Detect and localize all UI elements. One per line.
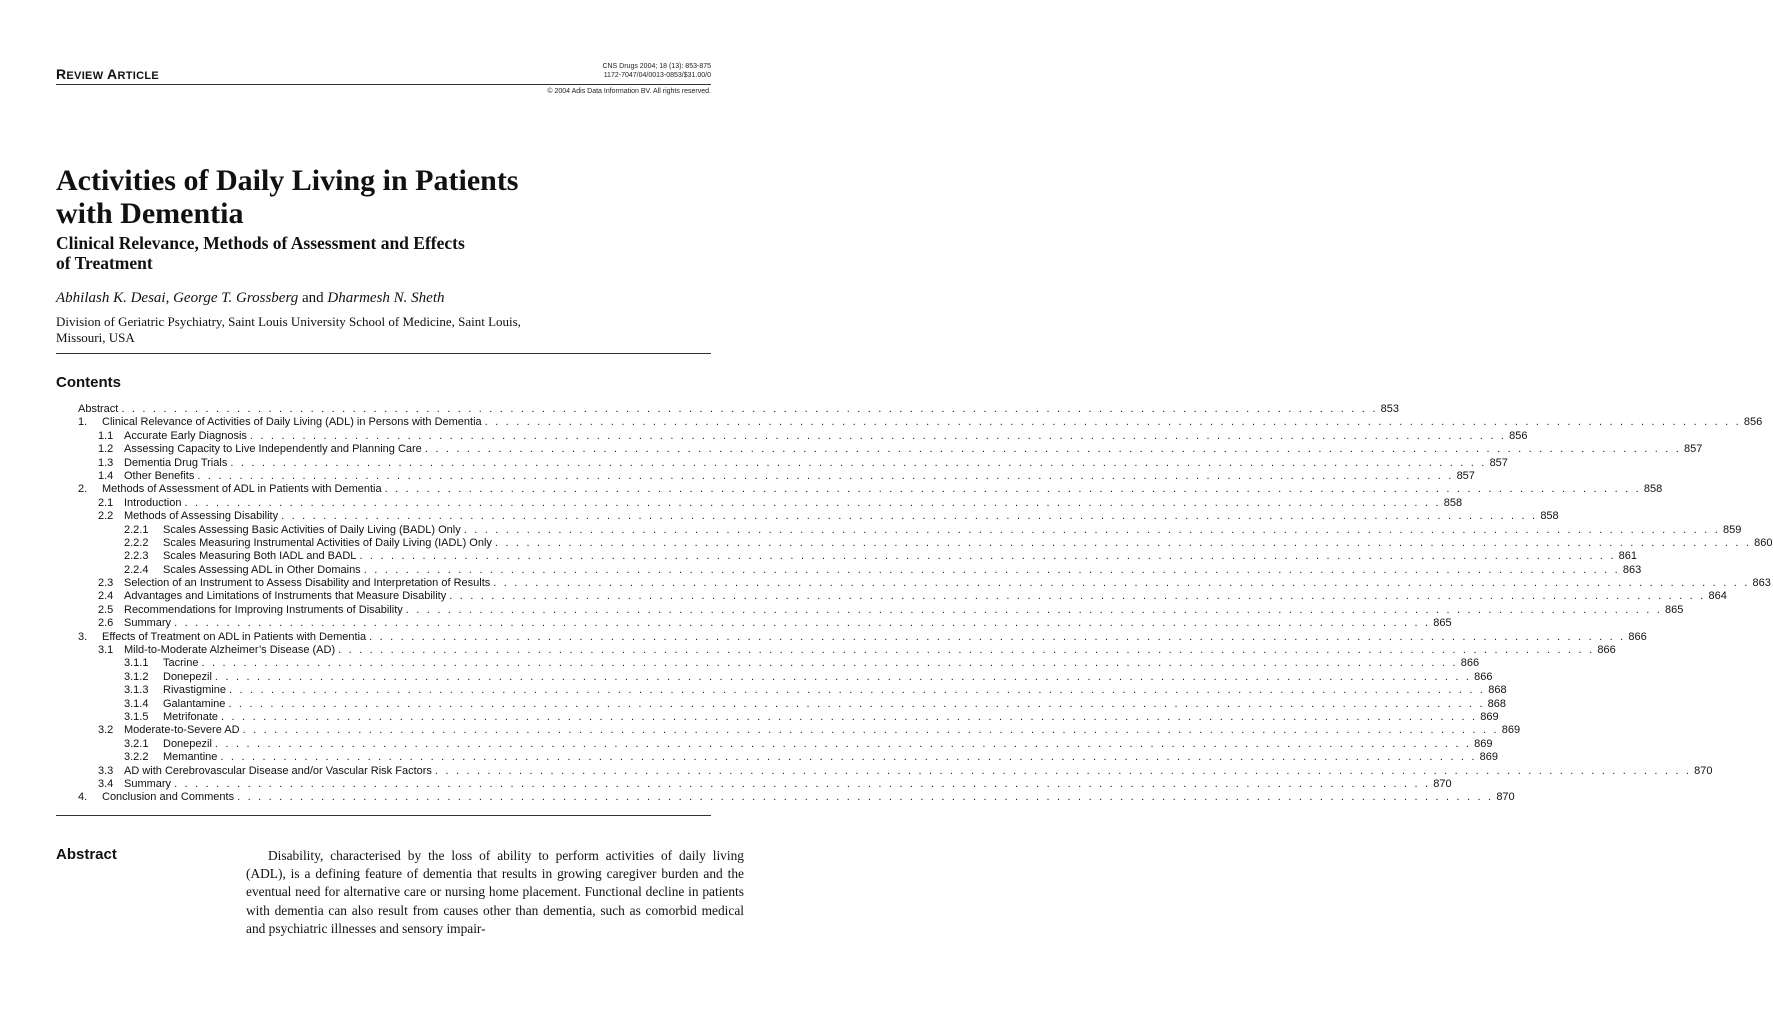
toc-entry-title: Recommendations for Improving Instruments of Disability (124, 603, 403, 616)
toc-entry (78, 751, 1499, 764)
toc-entry-page: 861 (1618, 550, 1638, 563)
toc-entry (78, 523, 1742, 537)
toc-dot-leader: . . . . . . . . . . . . . . . . . . . . . . . . . . . . . . . . . . . . . . . . . . . . . . . . . . . . . . . . . . . . . . . . . . . . . . . . . . . . . . . . . . . . . . . . . . . . . . . . . . . . . . . . . . . . . . . . . . . . . . . . (242, 724, 1499, 737)
toc-entry-title: Metrifonate (163, 710, 219, 723)
toc-entry-page: 857 (1456, 469, 1475, 482)
toc-entry (78, 577, 1771, 590)
toc-entry-title: Mild-to-Moderate Alzheimer’s Disease (AD) (124, 644, 336, 657)
toc-entry-page: 870 (1433, 777, 1452, 790)
toc-entry-number: 3.1.2 (124, 670, 149, 683)
toc-entry (78, 697, 1506, 711)
abstract-body: Disability, characterised by the loss of ability to perform activities of daily living (ADL), is a defining feature of dementia that results in growing caregiver burden and the eventual need for alternative care or nursing home placement. Functional decline in patients with dementia can also result from causes other than dementia, such as comorbid medical and psychiatric illnesses and sensory impair- (246, 848, 744, 936)
toc-entry-number: 1. (78, 416, 88, 429)
toc-entry (78, 764, 1713, 778)
toc-entry-title: Memantine (163, 751, 218, 764)
toc-entry-page: 859 (1722, 523, 1742, 536)
toc-entry-number: 3.1.4 (124, 697, 149, 710)
toc-dot-leader: . . . . . . . . . . . . . . . . . . . . . . . . . . . . . . . . . . . . . . . . . . . . . . . . . . . . . . . . . . . . . . . . . . . . . . . . . . . . . . . . . . . . . . . . . . . . . . . . . . . . . . . . . . . . . . . . . . . . . . . . (484, 416, 1741, 429)
table-of-contents (78, 403, 1773, 805)
toc-entry-title: Galantamine (163, 697, 226, 710)
toc-entry-title: Methods of Assessing Disability (124, 510, 279, 523)
toc-entry-title: Moderate-to-Severe AD (124, 724, 240, 737)
toc-entry-number: 3.1.5 (124, 710, 149, 723)
toc-entry-page: 869 (1474, 737, 1493, 750)
toc-entry (78, 403, 1399, 416)
toc-dot-leader: . . . . . . . . . . . . . . . . . . . . . . . . . . . . . . . . . . . . . . . . . . . . . . . . . . . . . . . . . . . . . . . . . . . . . . . . . . . . . . . . . . . . . . . . . . . . . . . . . . . . . . . . . . . . . . . . . . . . . . . . (221, 710, 1478, 723)
toc-entry-number: 1.1 (98, 429, 114, 442)
article-title: Activities of Daily Living in Patients with Dementia (56, 164, 519, 230)
toc-entry-page: 869 (1479, 751, 1499, 764)
toc-entry-title: Summary (124, 777, 172, 790)
toc-entry-number: 2.2.4 (124, 563, 149, 576)
toc-entry-title: Other Benefits (124, 469, 195, 482)
article-subtitle: Clinical Relevance, Methods of Assessment and Effects of Treatment (56, 233, 465, 273)
toc-entry-title: Abstract (78, 403, 119, 415)
toc-entry (78, 563, 1642, 577)
toc-entry-number: 3.1 (98, 644, 114, 657)
toc-entry-title: Rivastigmine (163, 684, 226, 697)
toc-entry-title: Assessing Capacity to Live Independently and Planning Care (124, 443, 422, 456)
toc-entry-title: Tacrine (163, 657, 199, 670)
toc-entry (78, 456, 1508, 470)
toc-entry-number: 3.2.1 (124, 737, 149, 750)
toc-entry-number: 2.2.1 (124, 523, 149, 536)
toc-dot-leader: . . . . . . . . . . . . . . . . . . . . . . . . . . . . . . . . . . . . . . . . . . . . . . . . . . . . . . . . . . . . . . . . . . . . . . . . . . . . . . . . . . . . . . . . . . . . . . . . . . . . . . . . . . . . . . . . . . . . . . . . (281, 510, 1538, 523)
toc-entry-title: AD with Cerebrovascular Disease and/or Vascular Risk Factors (124, 764, 432, 777)
issn-line: 1172-7047/04/0013-0853/$31.00/0 (603, 72, 711, 79)
toc-entry (78, 670, 1493, 684)
toc-entry-page: 857 (1684, 443, 1703, 456)
journal-citation (602, 62, 711, 80)
toc-entry-number: 2.3 (98, 577, 114, 590)
toc-entry-page: 856 (1743, 416, 1763, 429)
toc-entry (78, 657, 1480, 670)
toc-dot-leader: . . . . . . . . . . . . . . . . . . . . . . . . . . . . . . . . . . . . . . . . . . . . . . . . . . . . . . . . . . . . . . . . . . . . . . . . . . . . . . . . . . . . . . . . . . . . . . . . . . . . . . . . . . . . . . . . . . . . . . . . (384, 483, 1641, 496)
toc-dot-leader: . . . . . . . . . . . . . . . . . . . . . . . . . . . . . . . . . . . . . . . . . . . . . . . . . . . . . . . . . . . . . . . . . . . . . . . . . . . . . . . . . . . . . . . . . . . . . . . . . . . . . . . . . . . . . . . . . . . . . . . . (214, 670, 1472, 683)
toc-entry (78, 536, 1773, 550)
toc-dot-leader: . . . . . . . . . . . . . . . . . . . . . . . . . . . . . . . . . . . . . . . . . . . . . . . . . . . . . . . . . . . . . . . . . . . . . . . . . . . . . . . . . . . . . . . . . . . . . . . . . . . . . . . . . . . . . . . . . . . . . . . . (434, 764, 1692, 777)
toc-entry (78, 777, 1452, 791)
toc-entry-page: 870 (1694, 764, 1713, 777)
toc-dot-leader: . . . . . . . . . . . . . . . . . . . . . . . . . . . . . . . . . . . . . . . . . . . . . . . . . . . . . . . . . . . . . . . . . . . . . . . . . . . . . . . . . . . . . . . . . . . . . . . . . . . . . . . . . . . . . . . . . . . . . . . . (405, 603, 1663, 616)
toc-entry-number: 3.3 (98, 764, 114, 777)
toc-entry-page: 869 (1480, 710, 1499, 723)
contents-heading: Contents (56, 374, 121, 391)
toc-dot-leader: . . . . . . . . . . . . . . . . . . . . . . . . . . . . . . . . . . . . . . . . . . . . . . . . . . . . . . . . . . . . . . . . . . . . . . . . . . . . . . . . . . . . . . . . . . . . . . . . . . . . . . . . . . . . . . . . . . . . . . . . (184, 496, 1441, 509)
toc-entry-number: 3.1.1 (124, 657, 149, 670)
toc-entry (78, 443, 1703, 456)
toc-entry (78, 550, 1638, 563)
toc-entry (78, 737, 1493, 751)
section-label: REVIEW ARTICLE (56, 66, 159, 82)
citation-line: CNS Drugs 2004; 18 (13): 853-875 (602, 63, 711, 70)
toc-entry-number: 3.2 (98, 724, 114, 737)
toc-entry-number: 2.2 (98, 510, 114, 523)
toc-dot-leader: . . . . . . . . . . . . . . . . . . . . . . . . . . . . . . . . . . . . . . . . . . . . . . . . . . . . . . . . . . . . . . . . . . . . . . . . . . . . . . . . . . . . . . . . . . . . . . . . . . . . . . . . . . . . . . . . . . . . . . . . (237, 791, 1494, 804)
toc-dot-leader: . . . . . . . . . . . . . . . . . . . . . . . . . . . . . . . . . . . . . . . . . . . . . . . . . . . . . . . . . . . . . . . . . . . . . . . . . . . . . . . . . . . . . . . . . . . . . . . . . . . . . . . . . . . . . . . . . . . . . . . . (174, 617, 1431, 630)
toc-entry-title: Scales Assessing ADL in Other Domains (163, 563, 361, 576)
toc-dot-leader: . . . . . . . . . . . . . . . . . . . . . . . . . . . . . . . . . . . . . . . . . . . . . . . . . . . . . . . . . . . . . . . . . . . . . . . . . . . . . . . . . . . . . . . . . . . . . . . . . . . . . . . . . . . . . . . . . . . . . . . . (493, 577, 1750, 590)
toc-entry-title: Clinical Relevance of Activities of Daily Living (ADL) in Persons with Dementia (102, 416, 482, 429)
toc-dot-leader: . . . . . . . . . . . . . . . . . . . . . . . . . . . . . . . . . . . . . . . . . . . . . . . . . . . . . . . . . . . . . . . . . . . . . . . . . . . . . . . . . . . . . . . . . . . . . . . . . . . . . . . . . . . . . . . . . . . . . . . . (228, 684, 1486, 697)
toc-entry (78, 630, 1647, 644)
toc-entry (78, 710, 1499, 724)
toc-dot-leader: . . . . . . . . . . . . . . . . . . . . . . . . . . . . . . . . . . . . . . . . . . . . . . . . . . . . . . . . . . . . . . . . . . . . . . . . . . . . . . . . . . . . . . . . . . . . . . . . . . . . . . . . . . . . . . . . . . . . . . . . (494, 536, 1752, 549)
toc-entry-page: 858 (1540, 510, 1559, 523)
toc-entry-title: Scales Measuring Instrumental Activities of Daily Living (IADL) Only (163, 536, 492, 549)
toc-entry-number: 1.2 (98, 443, 114, 456)
toc-dot-leader: . . . . . . . . . . . . . . . . . . . . . . . . . . . . . . . . . . . . . . . . . . . . . . . . . . . . . . . . . . . . . . . . . . . . . . . . . . . . . . . . . . . . . . . . . . . . . . . . . . . . . . . . . . . . . . . . . . . . . . . . (249, 429, 1507, 442)
toc-dot-leader: . . . . . . . . . . . . . . . . . . . . . . . . . . . . . . . . . . . . . . . . . . . . . . . . . . . . . . . . . . . . . . . . . . . . . . . . . . . . . . . . . . . . . . . . . . . . . . . . . . . . . . . . . . . . . . . . . . . . . . . . (369, 630, 1626, 643)
toc-entry-number: 2.6 (98, 617, 114, 630)
toc-dot-leader: . . . . . . . . . . . . . . . . . . . . . . . . . . . . . . . . . . . . . . . . . . . . . . . . . . . . . . . . . . . . . . . . . . . . . . . . . . . . . . . . . . . . . . . . . . . . . . . . . . . . . . . . . . . . . . . . . . . . . . . . (220, 751, 1477, 764)
toc-entry (78, 510, 1559, 523)
toc-entry (78, 791, 1515, 804)
toc-entry-title: Accurate Early Diagnosis (124, 429, 247, 442)
toc-entry-page: 869 (1501, 724, 1521, 737)
toc-entry-number: 2.5 (98, 603, 114, 616)
toc-entry-number: 2.2.2 (124, 536, 149, 549)
toc-entry-number: 1.4 (98, 469, 114, 482)
toc-entry-title: Selection of an Instrument to Assess Disability and Interpretation of Results (124, 577, 491, 590)
contents-bottom-rule (56, 815, 711, 816)
toc-entry-page: 863 (1622, 563, 1642, 576)
author-affiliation: Division of Geriatric Psychiatry, Saint Louis University School of Medicine, Saint Louis, Missouri, USA (56, 314, 521, 345)
toc-entry-page: 866 (1628, 630, 1647, 643)
author-name: Dharmesh N. Sheth (327, 290, 445, 306)
toc-entry-page: 870 (1496, 791, 1515, 804)
toc-dot-leader: . . . . . . . . . . . . . . . . . . . . . . . . . . . . . . . . . . . . . . . . . . . . . . . . . . . . . . . . . . . . . . . . . . . . . . . . . . . . . . . . . . . . . . . . . . . . . . . . . . . . . . . . . . . . . . . . . . . . . . . . (449, 590, 1706, 603)
toc-entry (78, 590, 1727, 603)
toc-entry-title: Summary (124, 617, 172, 630)
toc-entry-number: 3. (78, 630, 88, 643)
toc-entry-number: 3.2.2 (124, 751, 149, 764)
toc-entry-title: Introduction (124, 496, 182, 509)
toc-entry (78, 429, 1528, 443)
toc-entry (78, 416, 1763, 429)
toc-entry-page: 858 (1643, 483, 1663, 496)
toc-dot-leader: . . . . . . . . . . . . . . . . . . . . . . . . . . . . . . . . . . . . . . . . . . . . . . . . . . . . . . . . . . . . . . . . . . . . . . . . . . . . . . . . . . . . . . . . . . . . . . . . . . . . . . . . . . . . . . . . . . . . . . . . (228, 697, 1485, 710)
toc-entry-page: 866 (1460, 657, 1480, 670)
toc-entry-number: 2. (78, 483, 88, 496)
toc-entry-number: 3.4 (98, 777, 114, 790)
contents-top-rule (56, 353, 711, 354)
toc-entry-title: Effects of Treatment on ADL in Patients with Dementia (102, 630, 367, 643)
author-list: Abhilash K. Desai, George T. Grossberg and Dharmesh N. Sheth (56, 290, 445, 306)
toc-entry-page: 868 (1488, 684, 1507, 697)
toc-dot-leader: . . . . . . . . . . . . . . . . . . . . . . . . . . . . . . . . . . . . . . . . . . . . . . . . . . . . . . . . . . . . . . . . . . . . . . . . . . . . . . . . . . . . . . . . . . . . . . . . . . . . . . . . . . . . . . . . . . . . . . . . (201, 657, 1458, 670)
toc-entry-page: 858 (1443, 496, 1463, 509)
toc-entry-title: Scales Measuring Both IADL and BADL (163, 550, 357, 563)
copyright-notice: © 2004 Adis Data Information BV. All rights reserved. (547, 88, 711, 95)
toc-entry (78, 469, 1475, 483)
toc-entry-page: 853 (1380, 403, 1399, 415)
toc-dot-leader: . . . . . . . . . . . . . . . . . . . . . . . . . . . . . . . . . . . . . . . . . . . . . . . . . . . . . . . . . . . . . . . . . . . . . . . . . . . . . . . . . . . . . . . . . . . . . . . . . . . . . . . . . . . . . . . . . . . . . . . . (359, 550, 1616, 563)
toc-dot-leader: . . . . . . . . . . . . . . . . . . . . . . . . . . . . . . . . . . . . . . . . . . . . . . . . . . . . . . . . . . . . . . . . . . . . . . . . . . . . . . . . . . . . . . . . . . . . . . . . . . . . . . . . . . . . . . . . . . . . . . . . (121, 403, 1378, 415)
toc-entry (78, 483, 1663, 496)
toc-dot-leader: . . . . . . . . . . . . . . . . . . . . . . . . . . . . . . . . . . . . . . . . . . . . . . . . . . . . . . . . . . . . . . . . . . . . . . . . . . . . . . . . . . . . . . . . . . . . . . . . . . . . . . . . . . . . . . . . . . . . . . . . (230, 456, 1487, 469)
header-rule (56, 84, 711, 85)
toc-entry-number: 2.4 (98, 590, 114, 603)
author-name: George T. Grossberg (173, 290, 299, 306)
toc-entry-title: Methods of Assessment of ADL in Patients with Dementia (102, 483, 382, 496)
toc-entry (78, 603, 1684, 617)
toc-entry-page: 866 (1474, 670, 1493, 683)
toc-entry-number: 4. (78, 791, 88, 804)
toc-dot-leader: . . . . . . . . . . . . . . . . . . . . . . . . . . . . . . . . . . . . . . . . . . . . . . . . . . . . . . . . . . . . . . . . . . . . . . . . . . . . . . . . . . . . . . . . . . . . . . . . . . . . . . . . . . . . . . . . . . . . . . . . (338, 644, 1595, 657)
toc-entry-title: Donepezil (163, 737, 212, 750)
toc-entry (78, 684, 1507, 697)
toc-entry-page: 864 (1708, 590, 1727, 603)
toc-entry-page: 860 (1754, 536, 1773, 549)
author-name: Abhilash K. Desai (56, 290, 166, 306)
toc-dot-leader: . . . . . . . . . . . . . . . . . . . . . . . . . . . . . . . . . . . . . . . . . . . . . . . . . . . . . . . . . . . . . . . . . . . . . . . . . . . . . . . . . . . . . . . . . . . . . . . . . . . . . . . . . . . . . . . . . . . . . . . . (363, 563, 1620, 576)
toc-entry-page: 857 (1489, 456, 1508, 469)
toc-dot-leader: . . . . . . . . . . . . . . . . . . . . . . . . . . . . . . . . . . . . . . . . . . . . . . . . . . . . . . . . . . . . . . . . . . . . . . . . . . . . . . . . . . . . . . . . . . . . . . . . . . . . . . . . . . . . . . . . . . . . . . . . (214, 737, 1472, 750)
toc-entry-page: 856 (1509, 429, 1528, 442)
toc-entry (78, 496, 1463, 510)
toc-entry-page: 865 (1433, 617, 1452, 630)
toc-entry (78, 644, 1616, 657)
toc-entry-title: Dementia Drug Trials (124, 456, 228, 469)
toc-entry-number: 1.3 (98, 456, 114, 469)
toc-entry (78, 617, 1452, 630)
toc-entry-page: 866 (1597, 644, 1616, 657)
toc-dot-leader: . . . . . . . . . . . . . . . . . . . . . . . . . . . . . . . . . . . . . . . . . . . . . . . . . . . . . . . . . . . . . . . . . . . . . . . . . . . . . . . . . . . . . . . . . . . . . . . . . . . . . . . . . . . . . . . . . . . . . . . . (174, 777, 1431, 790)
toc-entry-number: 2.1 (98, 496, 114, 509)
toc-entry-title: Scales Assessing Basic Activities of Daily Living (BADL) Only (163, 523, 461, 536)
toc-dot-leader: . . . . . . . . . . . . . . . . . . . . . . . . . . . . . . . . . . . . . . . . . . . . . . . . . . . . . . . . . . . . . . . . . . . . . . . . . . . . . . . . . . . . . . . . . . . . . . . . . . . . . . . . . . . . . . . . . . . . . . . . (424, 443, 1682, 456)
toc-entry (78, 724, 1521, 737)
abstract-heading: Abstract (56, 846, 117, 863)
toc-entry-page: 865 (1665, 603, 1684, 616)
toc-entry-title: Donepezil (163, 670, 212, 683)
toc-entry-page: 868 (1487, 697, 1506, 710)
toc-dot-leader: . . . . . . . . . . . . . . . . . . . . . . . . . . . . . . . . . . . . . . . . . . . . . . . . . . . . . . . . . . . . . . . . . . . . . . . . . . . . . . . . . . . . . . . . . . . . . . . . . . . . . . . . . . . . . . . . . . . . . . . . (463, 523, 1720, 536)
toc-entry-title: Advantages and Limitations of Instruments that Measure Disability (124, 590, 447, 603)
toc-entry-title: Conclusion and Comments (102, 791, 235, 804)
toc-dot-leader: . . . . . . . . . . . . . . . . . . . . . . . . . . . . . . . . . . . . . . . . . . . . . . . . . . . . . . . . . . . . . . . . . . . . . . . . . . . . . . . . . . . . . . . . . . . . . . . . . . . . . . . . . . . . . . . . . . . . . . . . (197, 469, 1454, 482)
toc-entry-number: 2.2.3 (124, 550, 149, 563)
toc-entry-page: 863 (1752, 577, 1771, 590)
toc-entry-number: 3.1.3 (124, 684, 149, 697)
